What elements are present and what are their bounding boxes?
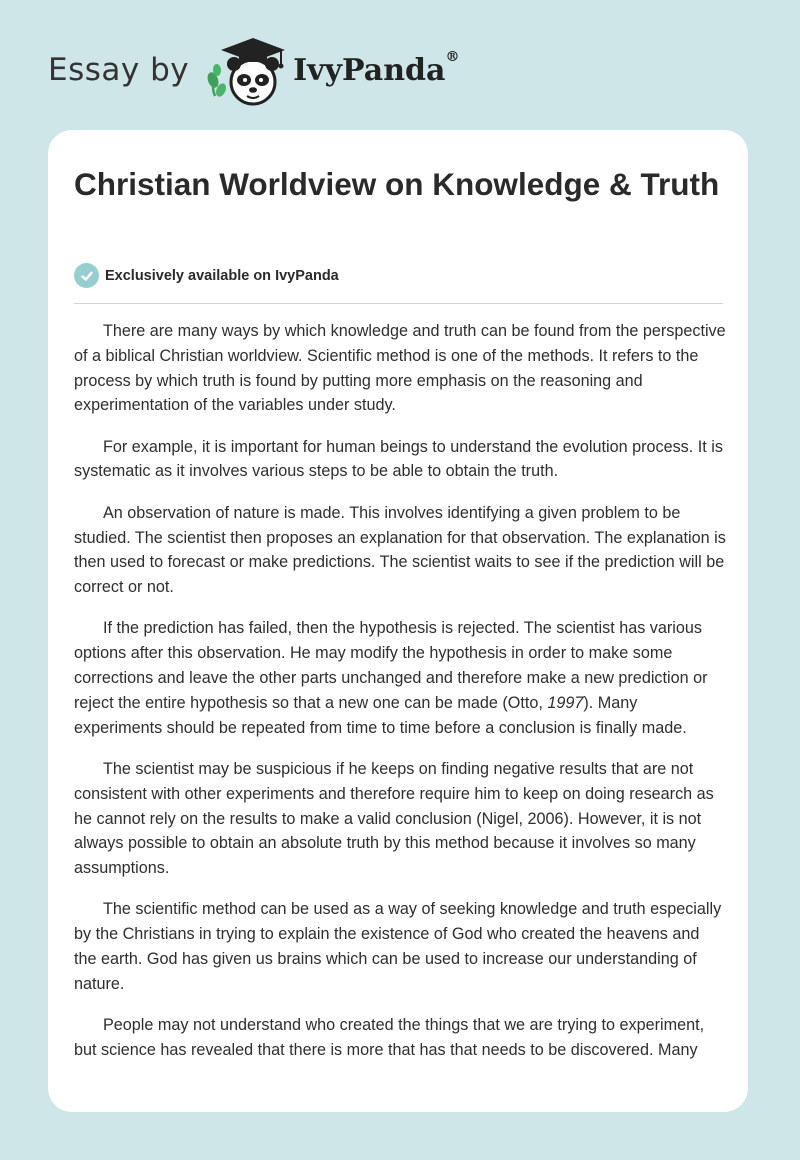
exclusive-label: Exclusively available on IvyPanda [105,267,339,284]
paragraph-1: There are many ways by which knowledge and truth can be found from the perspective of a biblical Christian worldview. Scientific method is one of the methods. It refers to the process by which truth is found by putting more emphasis on the reasoning and experimentation of the variables under study. [74,322,726,415]
paragraph-4-text: If the prediction has failed, then the hypothesis is rejected. The scientist has various options after this observation. He may modify the hypothesis in order to make some corrections and leave the other parts unchanged and therefore make a new prediction or reject the entire hypothesis so that a new one can be made (Otto, [74,619,708,712]
paragraph-6: The scientific method can be used as a way of seeking knowledge and truth especially by the Christians in trying to explain the existence of God who created the heavens and the earth. God has given us brains which can be used to increase our understanding of nature. [74,900,722,993]
page-title: Christian Worldview on Knowledge & Truth [74,166,720,202]
essay-card [48,130,748,1112]
panda-logo-icon[interactable] [201,30,291,110]
brand-text: IvyPanda [293,52,446,88]
paragraph-5: The scientist may be suspicious if he keeps on finding negative results that are not consistent with other experiments and therefore require him to keep on doing research as he cannot rely on the results to make a valid conclusion (Nigel, 2006). However, it is not always possible to obtain an absolute truth by this method because it involves so many assumptions. [74,759,714,878]
site-header [48,30,459,110]
essay-body [74,319,726,1079]
checkmark-icon [74,263,99,288]
paragraph-2: For example, it is important for human beings to understand the evolution process. It is systematic as it involves various steps to be able to obtain the truth. [74,437,723,481]
brand-name[interactable] [293,48,460,88]
exclusive-badge [74,263,339,288]
paragraph-3: An observation of nature is made. This involves identifying a given problem to be studied. The scientist then proposes an explanation for that observation. The explanation is then used to forecast or make predictions. The scientist waits to see if the prediction will be correct or not. [74,503,726,597]
citation-year: 1997 [547,693,584,712]
registered-mark: ® [445,48,460,65]
paragraph-4 [74,616,726,740]
paragraph-7: People may not understand who created the things that we are trying to experiment, but science has revealed that there is more that has that needs to be discovered. Many [74,1016,705,1059]
essay-by-label: Essay by [48,52,190,88]
divider [74,303,723,304]
paragraph-4-text-end: ). Many experiments should be repeated from time to time before a conclusion is finally made. [74,693,687,737]
